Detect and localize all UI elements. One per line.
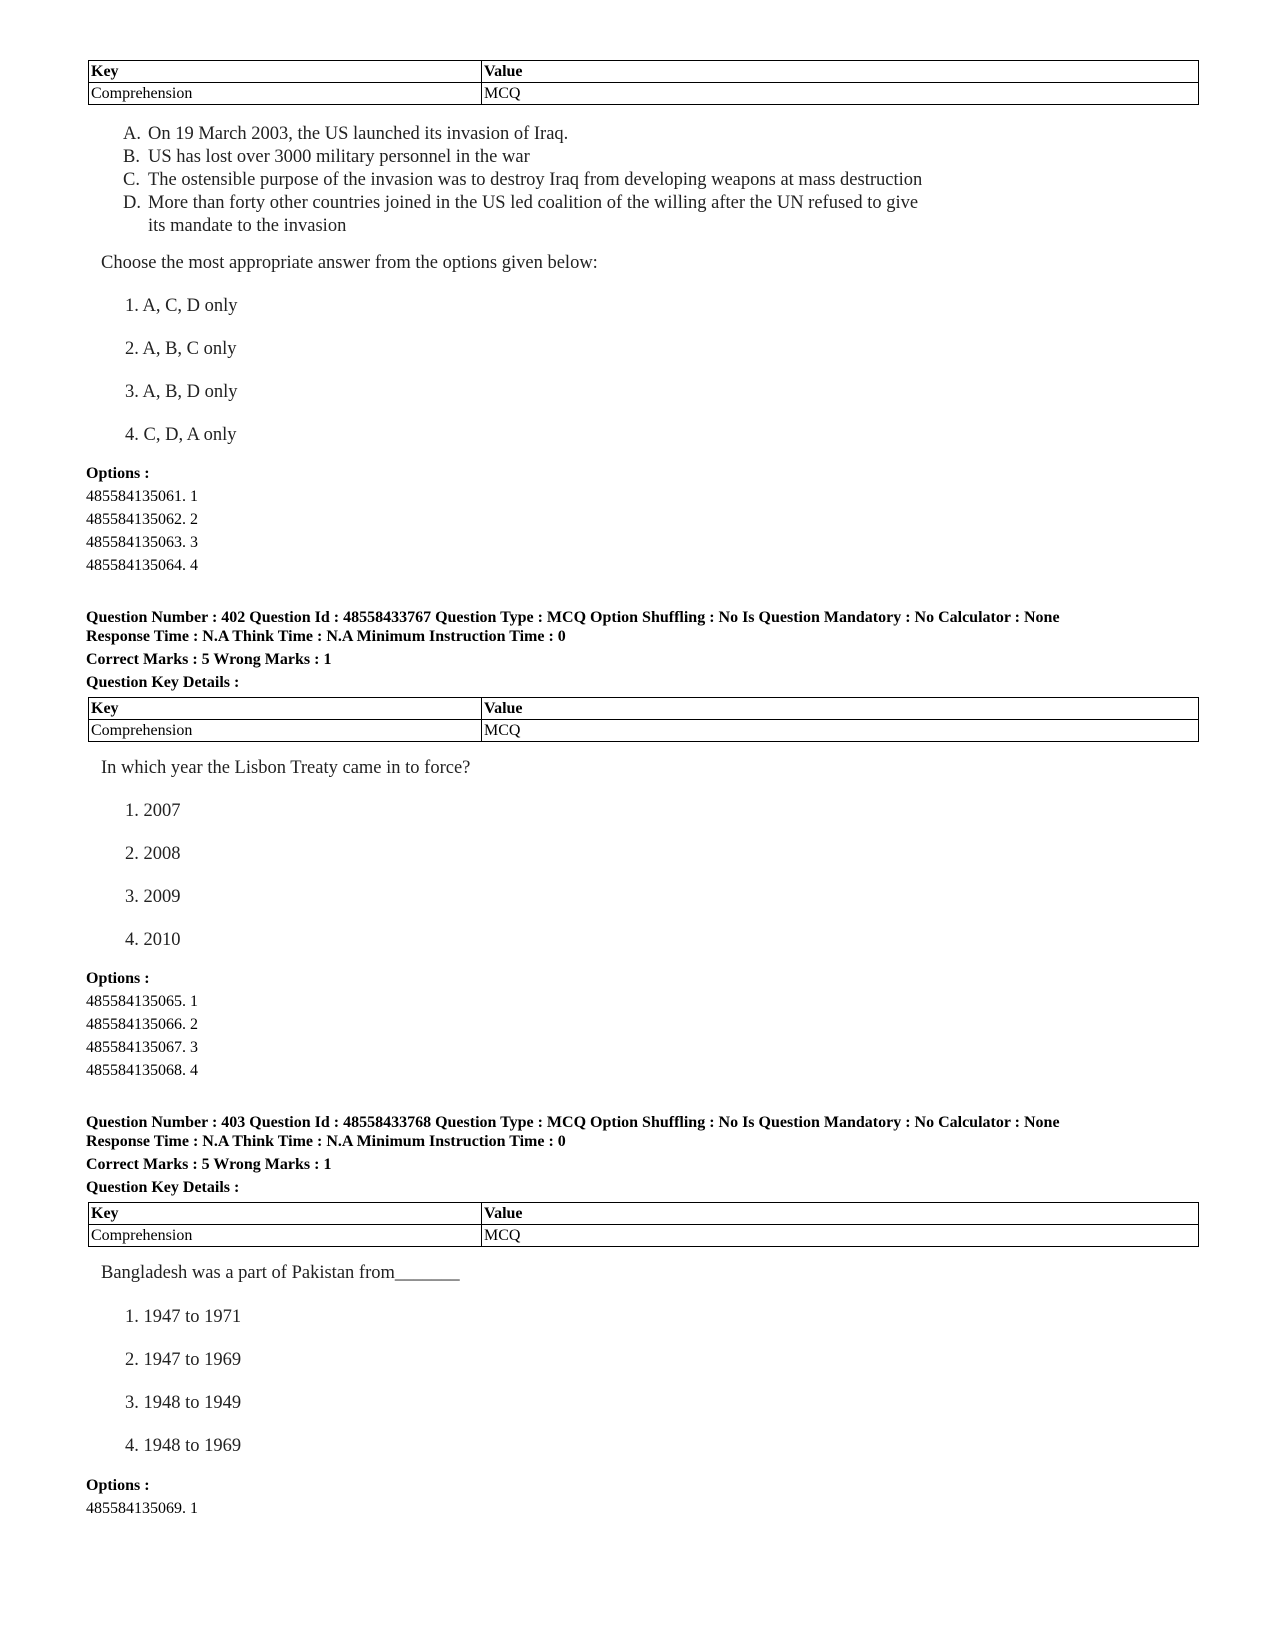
- statement-d: D. More than forty other countries joined in the US led coalition of the willing after the UN refused to give: [123, 193, 919, 213]
- statement-a: A. On 19 March 2003, the US launched its invasion of Iraq.: [123, 124, 569, 144]
- statement-b: B. US has lost over 3000 military personnel in the war: [123, 147, 530, 167]
- question-prompt: Choose the most appropriate answer from the options given below:: [101, 253, 598, 273]
- choice-4: 4. 1948 to 1969: [125, 1436, 242, 1456]
- choice-2: 2. A, B, C only: [125, 339, 237, 359]
- question-key-table: [88, 697, 1199, 742]
- table-header-value: Value: [482, 698, 1199, 720]
- option-id-4: 485584135064. 4: [86, 557, 198, 574]
- table-header-key: Key: [89, 698, 482, 720]
- choice-1: 1. 2007: [125, 801, 181, 821]
- statement-d-continued: its mandate to the invasion: [148, 216, 347, 236]
- table-cell-value: MCQ: [482, 83, 1199, 105]
- statement-list: [123, 123, 1003, 238]
- table-cell-key: Comprehension: [89, 1225, 482, 1247]
- table-cell-key: Comprehension: [89, 83, 482, 105]
- option-id-1: 485584135069. 1: [86, 1500, 198, 1517]
- question-key-details-label: Question Key Details :: [86, 674, 240, 691]
- table-header-key: Key: [89, 61, 482, 83]
- question-meta-line: Question Number : 402 Question Id : 48558433767 Question Type : MCQ Option Shuffling : No Is Question Mandatory : No Calculator : None: [86, 609, 1060, 626]
- table-header-key: Key: [89, 1203, 482, 1225]
- question-text: In which year the Lisbon Treaty came in to force?: [101, 758, 471, 778]
- table-cell-value: MCQ: [482, 720, 1199, 742]
- options-heading: Options :: [86, 1477, 150, 1494]
- question-text: Bangladesh was a part of Pakistan from_______: [101, 1263, 460, 1283]
- question-key-details-label: Question Key Details :: [86, 1179, 240, 1196]
- choice-3: 3. A, B, D only: [125, 382, 238, 402]
- question-marks: Correct Marks : 5 Wrong Marks : 1: [86, 651, 332, 668]
- option-id-1: 485584135065. 1: [86, 993, 198, 1010]
- options-heading: Options :: [86, 970, 150, 987]
- option-id-2: 485584135062. 2: [86, 511, 198, 528]
- question-meta-line: Question Number : 403 Question Id : 48558433768 Question Type : MCQ Option Shuffling : No Is Question Mandatory : No Calculator : None: [86, 1114, 1060, 1131]
- question-key-table: [88, 60, 1199, 105]
- question-timing-line: Response Time : N.A Think Time : N.A Minimum Instruction Time : 0: [86, 1133, 566, 1150]
- option-id-1: 485584135061. 1: [86, 488, 198, 505]
- table-cell-value: MCQ: [482, 1225, 1199, 1247]
- table-header-value: Value: [482, 61, 1199, 83]
- table-header-value: Value: [482, 1203, 1199, 1225]
- choice-3: 3. 2009: [125, 887, 181, 907]
- option-id-3: 485584135067. 3: [86, 1039, 198, 1056]
- question-marks: Correct Marks : 5 Wrong Marks : 1: [86, 1156, 332, 1173]
- choice-1: 1. A, C, D only: [125, 296, 238, 316]
- option-id-3: 485584135063. 3: [86, 534, 198, 551]
- table-cell-key: Comprehension: [89, 720, 482, 742]
- choice-4: 4. 2010: [125, 930, 181, 950]
- option-id-4: 485584135068. 4: [86, 1062, 198, 1079]
- choice-2: 2. 1947 to 1969: [125, 1350, 242, 1370]
- option-id-2: 485584135066. 2: [86, 1016, 198, 1033]
- choice-2: 2. 2008: [125, 844, 181, 864]
- options-heading: Options :: [86, 465, 150, 482]
- choice-1: 1. 1947 to 1971: [125, 1307, 242, 1327]
- choice-4: 4. C, D, A only: [125, 425, 237, 445]
- question-timing-line: Response Time : N.A Think Time : N.A Minimum Instruction Time : 0: [86, 628, 566, 645]
- statement-c: C. The ostensible purpose of the invasion was to destroy Iraq from developing weapons at mass destruction: [123, 170, 923, 190]
- choice-3: 3. 1948 to 1949: [125, 1393, 242, 1413]
- question-key-table: [88, 1202, 1199, 1247]
